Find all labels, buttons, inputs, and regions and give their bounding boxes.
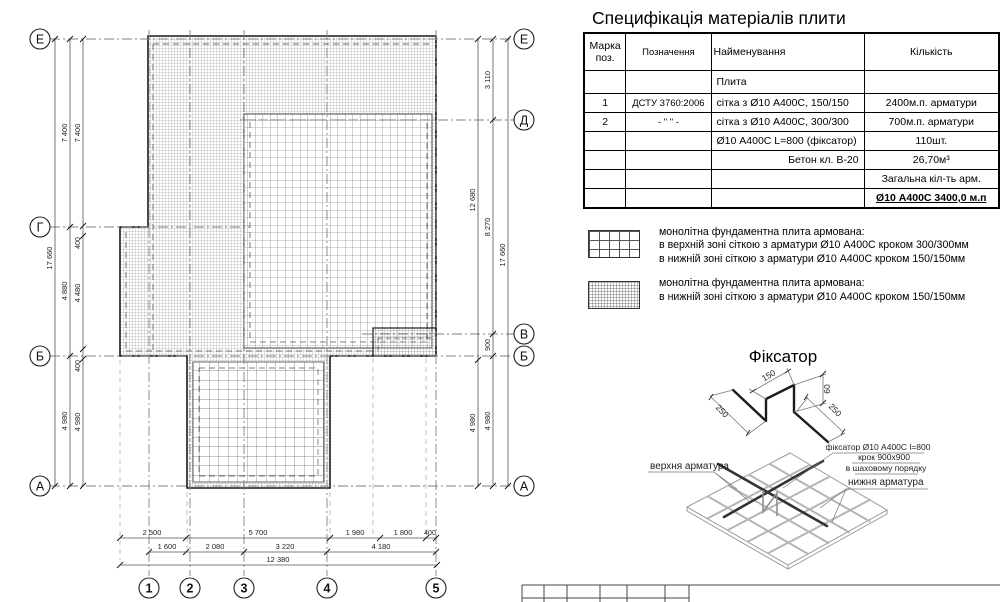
legend-line: монолітна фундаментна плита армована: [659, 226, 865, 238]
dim-label: 400 [75, 360, 82, 372]
svg-text:4: 4 [323, 581, 331, 596]
fixator-detail [585, 340, 1000, 578]
fine-hatch-swatch [588, 281, 640, 309]
dim-label: 5 700 [248, 528, 268, 537]
svg-text:Е: Е [35, 32, 45, 47]
table-row: Плита [584, 71, 999, 94]
dim-label: 17 660 [498, 243, 507, 267]
legend-line: в верхній зоні сіткою з арматури Ø10 А400С кроком 300/300мм [659, 239, 969, 252]
fixator-dim-top: 150 [759, 367, 778, 384]
svg-text:Б: Б [35, 349, 45, 364]
fixator-note-line1: фіксатор Ø10 А400С l=800 [825, 442, 931, 452]
table-row: Загальна кіл-ть арм. [584, 170, 999, 189]
legend-item-fine [585, 277, 997, 309]
dim-label: 4 980 [468, 413, 477, 433]
dim-label: 400 [424, 530, 436, 537]
legend-line: в нижній зоні сіткою з арматури Ø10 А400С кроком 150/150мм [659, 290, 966, 303]
svg-text:А: А [35, 479, 45, 494]
legend-line: монолітна фундаментна плита армована: [659, 277, 865, 290]
dim-label: 3 220 [275, 542, 295, 551]
slab-dense-block [373, 328, 436, 356]
dim-label: 1 800 [393, 528, 413, 537]
table-row: Бетон кл. В-20 26,70м³ [584, 151, 999, 170]
title-block [515, 578, 1000, 602]
dim-label: 4 980 [73, 412, 82, 432]
dim-label: 1 980 [345, 528, 365, 537]
dim-label: 2 080 [205, 542, 225, 551]
table-row: 1 ДСТУ 3760:2006 сітка з Ø10 А400С, 150/150 2400м.п. арматури [584, 94, 999, 113]
dim-label: 7 400 [60, 123, 69, 143]
dim-label: 4 180 [371, 542, 391, 551]
dim-label: 2 500 [142, 528, 162, 537]
dim-label: 400 [75, 237, 82, 249]
svg-text:Г: Г [36, 220, 44, 235]
dim-label: 4 980 [60, 411, 69, 431]
col-header-mark: Марка поз. [584, 33, 626, 71]
spec-table [583, 32, 1000, 209]
col-header-name: Найменування [711, 33, 864, 71]
legend-item-coarse [585, 226, 997, 266]
detail-title: Фіксатор [748, 347, 818, 366]
table-row: 2 - " " - сітка з Ø10 А400С, 300/300 700м.п. арматури [584, 113, 999, 132]
dim-label: 4 980 [483, 411, 492, 431]
fixator-note-line2: крок 900х900 [858, 452, 910, 462]
svg-text:Б: Б [519, 349, 529, 364]
hatch-legend [585, 226, 997, 320]
dim-label: 17 660 [45, 246, 54, 270]
svg-text:5: 5 [432, 581, 440, 596]
table-row: Ø10 А400С 3400,0 м.п [584, 189, 999, 209]
dim-label: 12 680 [468, 188, 477, 212]
table-header-row [584, 33, 999, 71]
fixator-dim-lines [710, 368, 845, 442]
table-row: Ø10 А400С L=800 (фіксатор) 110шт. [584, 132, 999, 151]
dim-label: 4 480 [73, 283, 82, 303]
slab-tab-zone [193, 362, 324, 482]
spec-title: Специфікація матеріалів плити [592, 8, 846, 28]
dim-label: 7 400 [73, 123, 82, 143]
fixator-note-line3: в шаховому порядку [845, 463, 927, 473]
col-header-designation: Позначення [626, 33, 711, 71]
dim-label: 12 380 [266, 555, 290, 564]
dim-label: 8 270 [483, 217, 492, 237]
svg-text:Д: Д [519, 113, 529, 128]
legend-line: в нижній зоні сіткою з арматури Ø10 А400С кроком 150/150мм [659, 252, 966, 265]
svg-text:Е: Е [519, 32, 529, 47]
dim-label: 1 600 [157, 542, 177, 551]
slab-coarse-zone [244, 114, 432, 348]
svg-text:2: 2 [186, 581, 194, 596]
fixator-dim-right-leg: 250 [826, 401, 844, 419]
dim-label: 3 110 [483, 70, 492, 90]
fixator-dim-ticks [709, 369, 845, 436]
col-header-qty: Кількість [864, 33, 999, 71]
dim-label: 900 [485, 339, 492, 351]
dim-label: 4 880 [60, 281, 69, 301]
svg-text:1: 1 [145, 581, 153, 596]
fixator-dim-left-leg: 250 [713, 402, 731, 420]
lower-rebar-label: нижня арматура [848, 477, 924, 488]
svg-text:3: 3 [240, 581, 248, 596]
upper-rebar-label: верхня арматура [650, 461, 729, 472]
coarse-hatch-swatch [588, 230, 640, 258]
fixator-dim-right: 60 [822, 384, 832, 394]
svg-text:В: В [519, 327, 529, 342]
svg-text:А: А [519, 479, 529, 494]
